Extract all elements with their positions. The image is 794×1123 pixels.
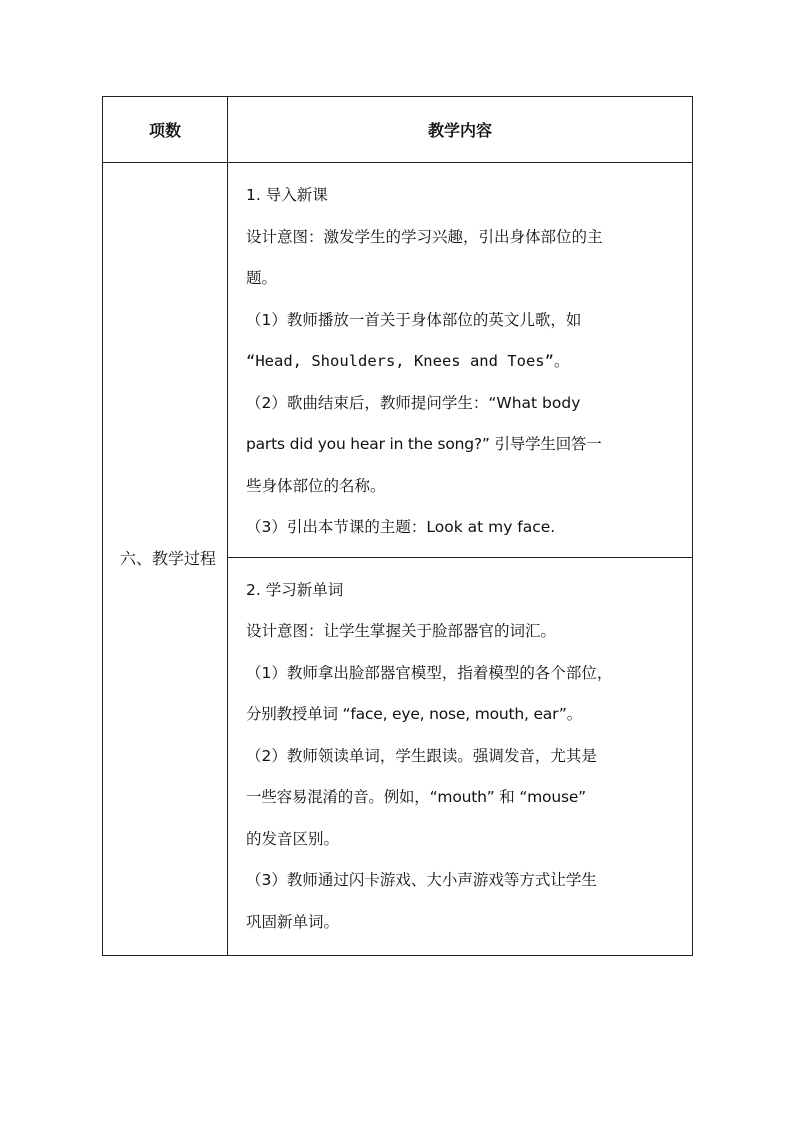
text-line: （1）教师拿出脸部器官模型，指着模型的各个部位， xyxy=(246,663,613,682)
text-line: （3）引出本节课的主题：Look at my face. xyxy=(246,518,556,536)
content-block-vocabulary xyxy=(228,557,693,955)
text-line: 题。 xyxy=(246,269,278,287)
header-content: 教学内容 xyxy=(228,97,693,163)
text-line: （2）歌曲结束后，教师提问学生：“What body xyxy=(246,393,581,412)
block-heading: 1. 导入新课 xyxy=(246,186,328,204)
table-header-row xyxy=(103,97,693,163)
lesson-plan-table xyxy=(102,96,693,956)
header-item: 项数 xyxy=(103,97,228,163)
text-line: 巩固新单词。 xyxy=(246,912,340,931)
section-label: 六、教学过程 xyxy=(103,163,228,956)
text-line: 一些容易混淆的音。例如，“mouth” 和 “mouse” xyxy=(246,788,586,806)
text-line: （1）教师播放一首关于身体部位的英文儿歌，如 xyxy=(246,310,582,329)
text-line: 些身体部位的名称。 xyxy=(246,476,386,495)
text-line: 设计意图：激发学生的学习兴趣，引出身体部位的主 xyxy=(246,227,603,246)
text-line: parts did you hear in the song?” 引导学生回答一 xyxy=(246,435,602,453)
text-line: 分别教授单词 “face, eye, nose, mouth, ear”。 xyxy=(246,705,583,723)
text-line: “Head, Shoulders, Knees and Toes”。 xyxy=(246,352,570,370)
block-heading: 2. 学习新单词 xyxy=(246,580,344,599)
text-line: 设计意图：让学生掌握关于脸部器官的词汇。 xyxy=(246,622,557,640)
text-line: （3）教师通过闪卡游戏、大小声游戏等方式让学生 xyxy=(246,871,597,889)
text-line: 的发音区别。 xyxy=(246,829,340,848)
table-row xyxy=(103,163,693,558)
content-block-intro xyxy=(228,163,693,558)
text-line: （2）教师领读单词，学生跟读。强调发音，尤其是 xyxy=(246,746,597,765)
